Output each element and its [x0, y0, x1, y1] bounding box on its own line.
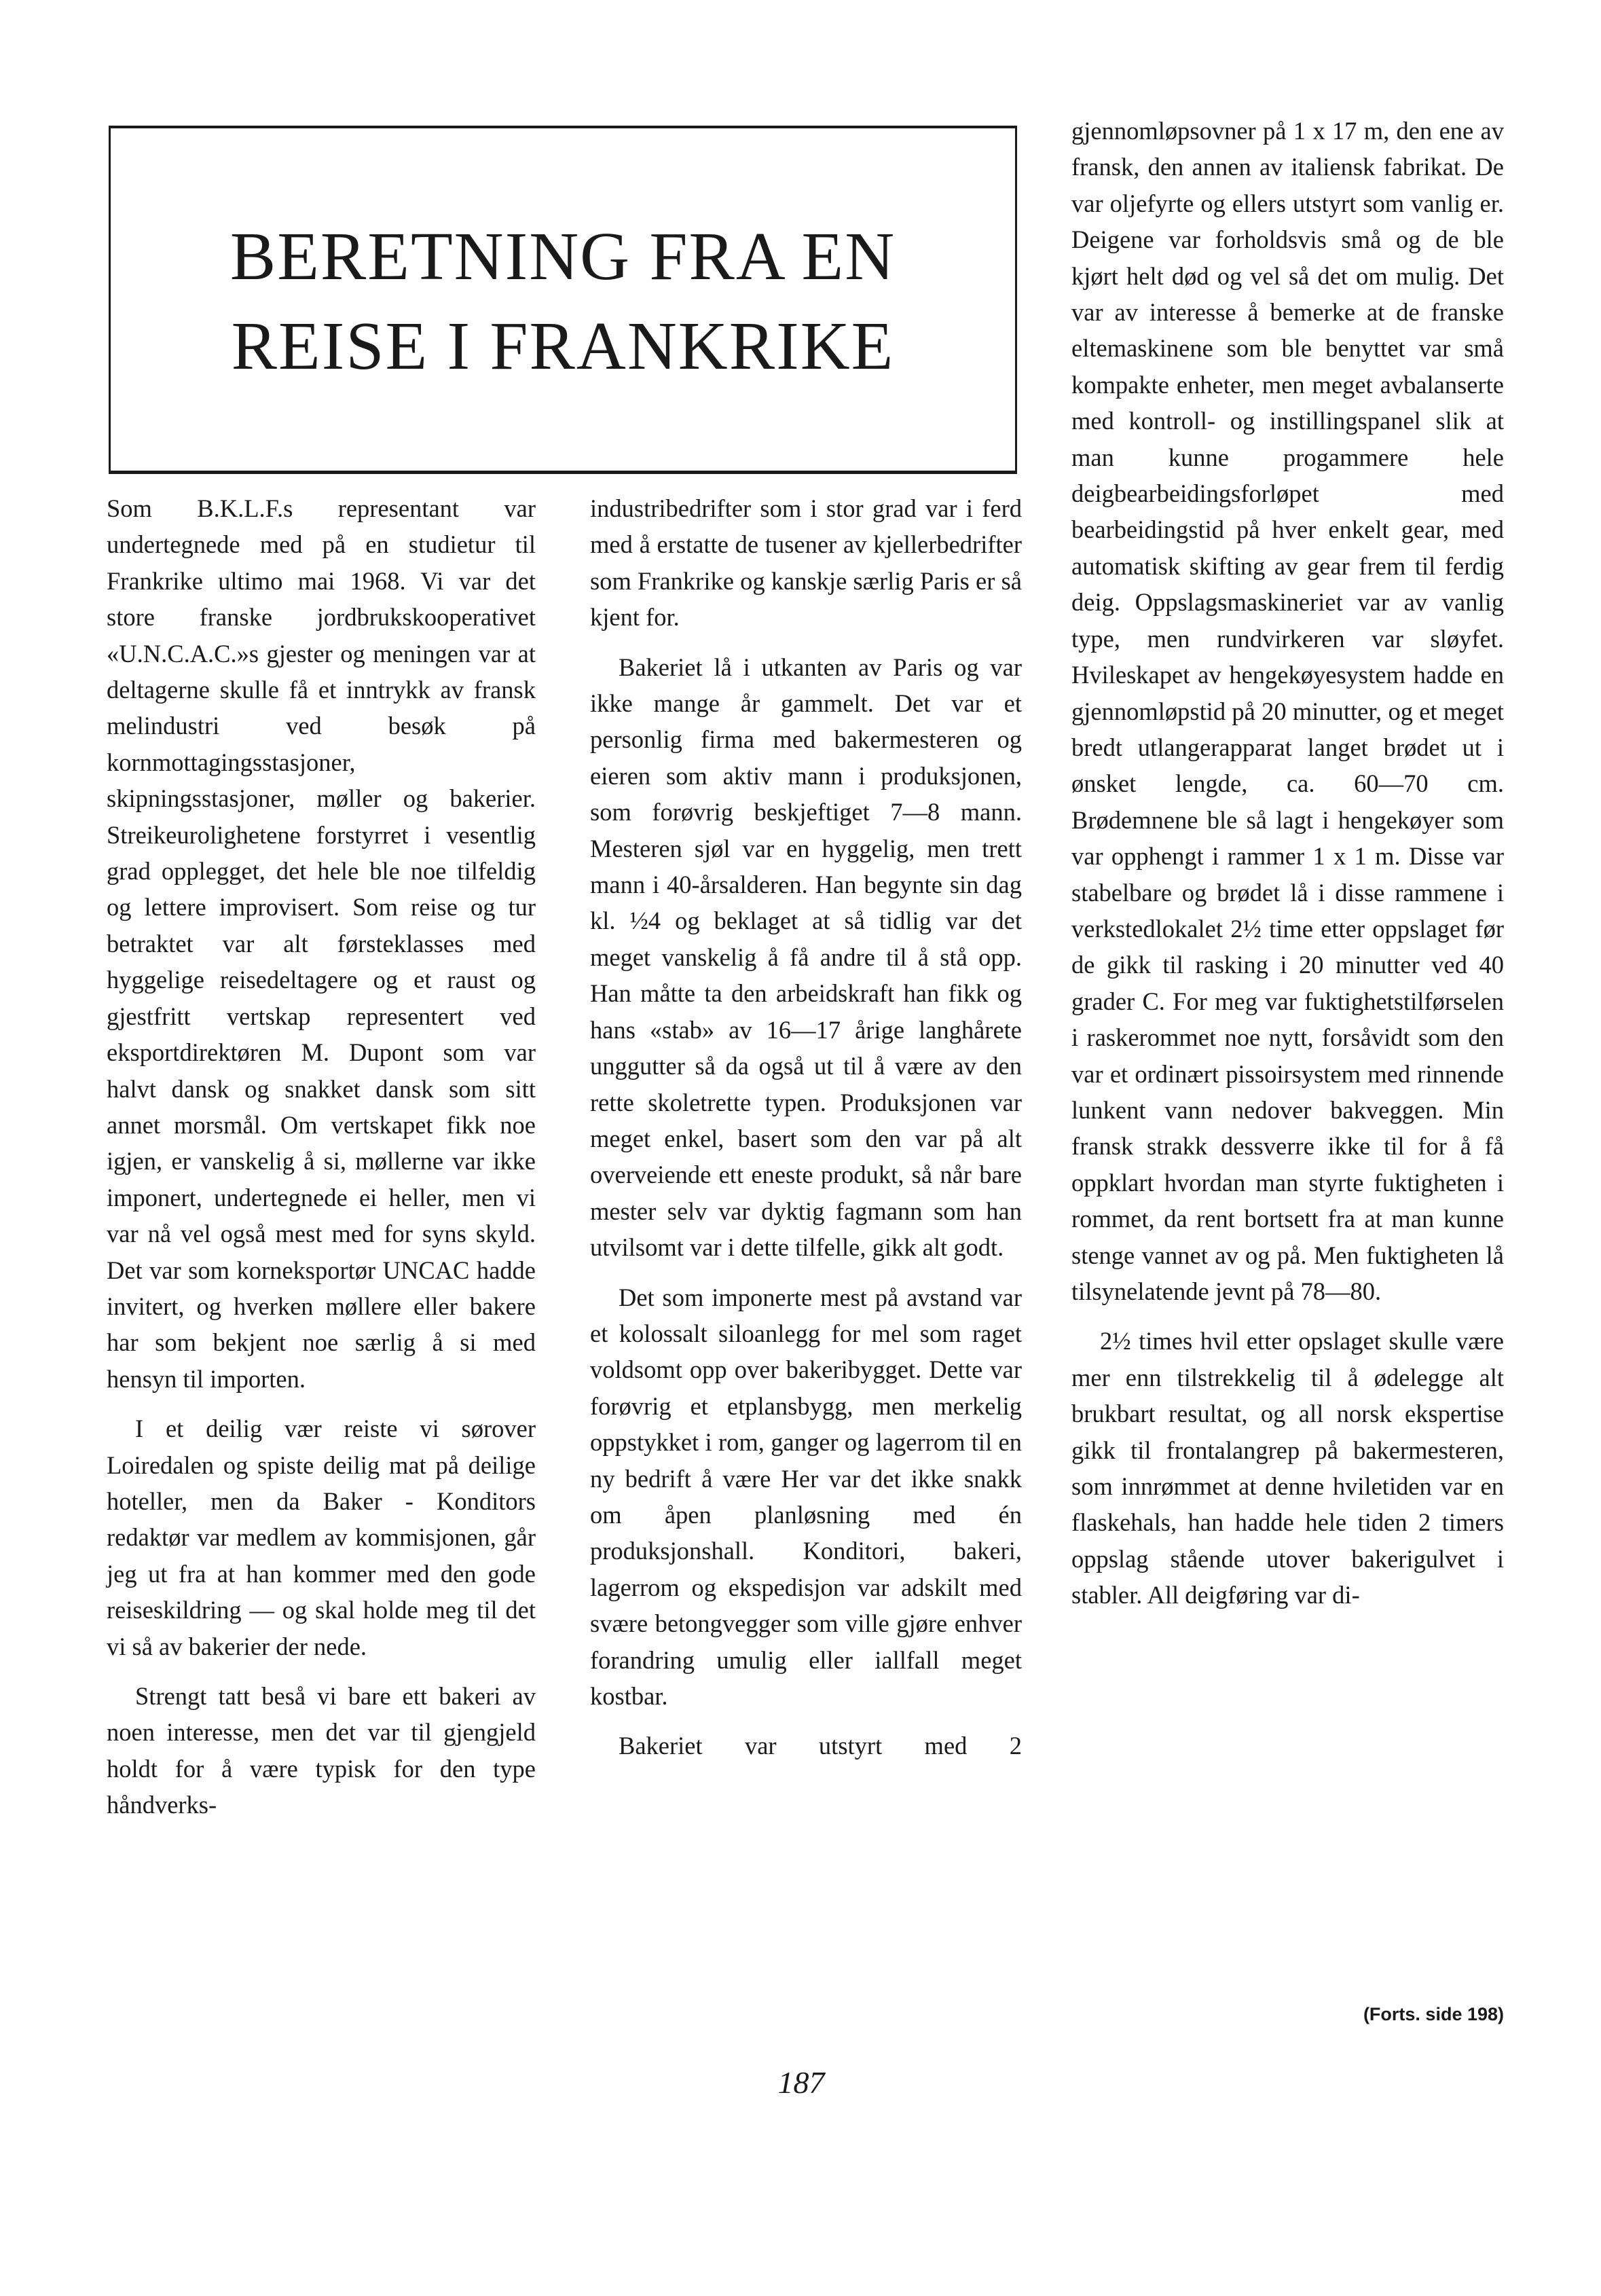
- paragraph-1: Som B.K.L.F.s representant var undertegnede med på en studietur til Frankrike ultimo mai 1968. Vi var det store franske jordbrukskooperativet «U.N.C.A.C.»s gjester og meningen var at deltagerne skulle få et inntrykk av fransk melindustri ved besøk på kornmottagingsstasjoner, skipningsstasjoner, møller og bakerier. Streikeurolighetene forstyrret i vesentlig grad opplegget, det hele ble noe tilfeldig og lettere improvisert. Som reise og tur betraktet var alt førsteklasses med hyggelige reisedeltagere og et raust og gjestfritt vertskap representert ved eksportdirektøren M. Dupont som var halvt dansk og snakket dansk som sitt annet morsmål. Om vertskapet fikk noe igjen, er vanskelig å si, møllerne var ikke imponert, undertegnede ei heller, men vi var nå vel også mest med for syns skyld. Det var som korneksportør UNCAC hadde invitert, og hverken møllere eller bakere har som bekjent noe særlig å si med hensyn til importen.: [107, 494, 536, 1393]
- article-title: [111, 211, 1015, 390]
- paragraph-6-continued: gjennomløpsovner på 1 x 17 m, den ene av fransk, den annen av italiensk fabrikat. De var oljefyrte og ellers utstyrt som vanlig er. Deigene var forholdsvis små og de ble kjørt helt død og vel så det om mulig. Det var av interesse å bemerke at de franske eltemaskinene som ble benyttet var små kompakte enheter, men meget avbalanserte med kontroll- og instillingspanel slik at man kunne progammere hele deigbearbeidingsforløpet med bearbeidingstid på hver enkelt gear, med automatisk skifting av gear frem til ferdig deig. Oppslagsmaskineriet var av vanlig type, men rundvirkeren var sløyfet. Hvileskapet av hengekøyesystem hadde en gjennomløpstid på 20 minutter, og et meget bredt utlangerapparat langet brødet ut i ønsket lengde, ca. 60—70 cm. Brødemnene ble så lagt i hengekøyer som var opphengt i rammer 1 x 1 m. Disse var stabelbare og brødet lå i disse rammene i verkstedlokalet 2½ time etter oppslaget før de gikk til rasking i 20 minutter ved 40 grader C. For meg var fuktighetstilførselen i raskerommet noe nytt, forsåvidt som den var et ordinært pissoirsystem med rinnende lunkent vann nedover bakveggen. Min fransk strakk dessverre ikke til for å få oppklart hvordan man styrte fuktigheten i rommet, da rent bortsett fra at man kunne stenge vannet av og på. Men fuktigheten lå tilsynelatende jevnt på 78—80.: [1071, 117, 1504, 1305]
- page-number: 187: [777, 2065, 825, 2100]
- paragraph-3-continued: industribedrifter som i stor grad var i ferd med å erstatte de tusener av kjellerbedrifter som Frankrike og kanskje særlig Paris er så kjent for.: [590, 494, 1022, 632]
- paragraph-5: Det som imponerte mest på avstand var et kolossalt siloanlegg for mel som raget voldsomt opp over bakeribygget. Dette var forøvrig et etplansbygg, men merkelig oppstykket i rom, ganger og lagerrom til en ny bedrift å være Her var det ikke snakk om åpen planløsning med én produksjonshall. Konditori, bakeri, lagerrom og ekspedisjon var adskilt med svære betongvegger som ville gjøre enhver forandring umulig eller iallfall meget kostbar.: [590, 1283, 1022, 1710]
- paragraph-3: Strengt tatt beså vi bare ett bakeri av noen interesse, men det var til gjengjeld holdt for å være typisk for den type håndverks-: [107, 1682, 536, 1819]
- title-line-1: BERETNING FRA EN: [229, 218, 896, 294]
- column-2: [590, 490, 1022, 1764]
- paragraph-4: Bakeriet lå i utkanten av Paris og var ikke mange år gammelt. Det var et personlig firma med bakermesteren og eieren som aktiv mann i produksjonen, som forøvrig beskjeftiget 7—8 mann. Mesteren sjøl var en hyggelig, men trett mann i 40-årsalderen. Han begynte sin dag kl. ½4 og beklaget at så tidlig var det meget vanskelig å få andre til å stå opp. Han måtte ta den arbeidskraft han fikk og hans «stab» av 16—17 årige langhårete unggutter så da også ut til å være av den rette skoletrette typen. Produksjonen var meget enkel, basert som den var på alt overveiende ett eneste produkt, så når bare mester selv var dyktig fagmann som han utvilsomt var i dette tilfelle, gikk alt godt.: [590, 653, 1022, 1262]
- title-box: [109, 126, 1017, 474]
- continuation-note: (Forts. side 198): [1363, 2004, 1504, 2024]
- column-3: [1071, 113, 1504, 1614]
- title-line-2: REISE I FRANKRIKE: [231, 308, 895, 384]
- column-1: [107, 490, 536, 1823]
- paragraph-2: I et deilig vær reiste vi sørover Loiredalen og spiste deilig mat på deilige hoteller, men da Baker - Konditors redaktør var medlem av kommisjonen, går jeg ut fra at han kommer med den gode reiseskildring — og skal holde meg til det vi så av bakerier der nede.: [107, 1415, 536, 1660]
- paragraph-6: Bakeriet var utstyrt med 2: [619, 1732, 1022, 1760]
- paragraph-7: 2½ times hvil etter opslaget skulle være mer enn tilstrekkelig til å ødelegge alt brukbart resultat, og all norsk ekspertise gikk til frontalangrep på bakermesteren, som innrømmet at denne hviletiden var en flaskehals, han hadde hele tiden 2 timers oppslag stående utover bakerigulvet i stabler. All deigføring var di-: [1071, 1327, 1504, 1609]
